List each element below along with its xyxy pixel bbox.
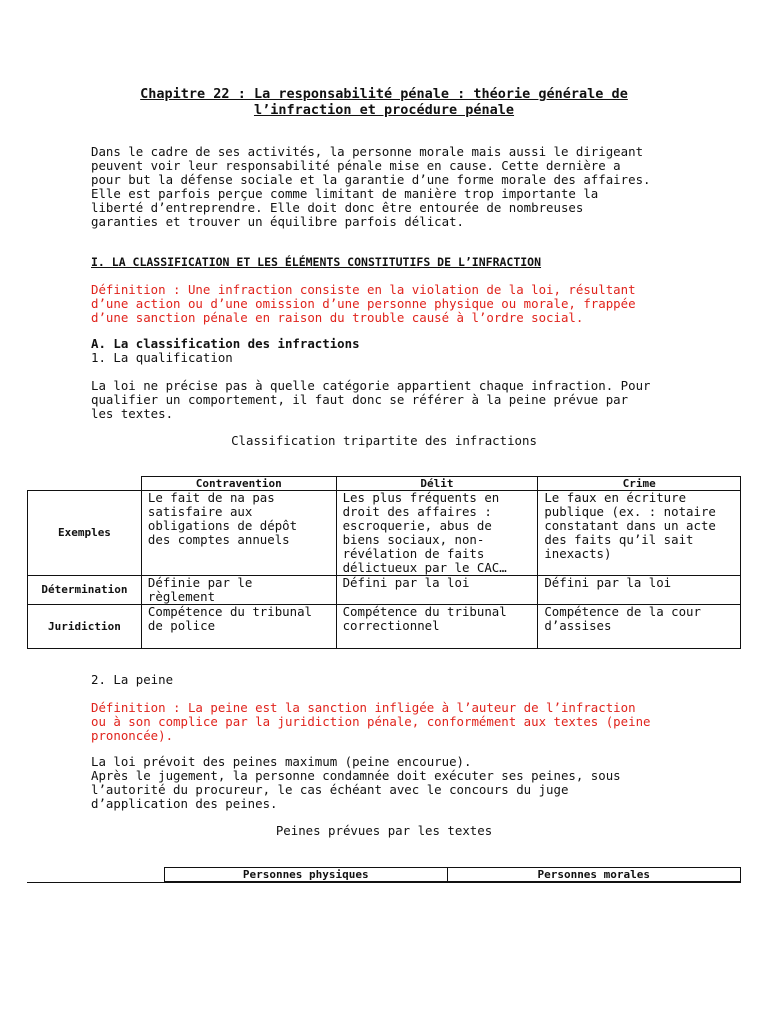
definition-peine <box>91 701 681 743</box>
cell-line: publique (ex. : notaire <box>544 504 716 519</box>
cell-line: révélation de faits <box>342 546 485 561</box>
table1-header-row <box>28 477 741 491</box>
peines-table <box>164 867 741 882</box>
peine-line: l’autorité du procureur, le cas échéant avec le concours du juge <box>91 782 569 797</box>
cell-line: des faits qu’il sait <box>544 532 694 547</box>
table1-row-juridiction <box>28 605 741 649</box>
table2-col-header: Personnes physiques <box>165 868 448 882</box>
chapter-title <box>60 86 708 118</box>
definition-line: prononcée). <box>91 728 174 743</box>
subsection-a-item-1: 1. La qualification <box>91 350 233 365</box>
peine-line: d’application des peines. <box>91 796 278 811</box>
cell-line: d’assises <box>544 618 612 633</box>
subsection-a-heading: A. La classification des infractions <box>91 336 360 351</box>
definition-line: ou à son complice par la juridiction pénale, conformément aux textes (peine <box>91 714 651 729</box>
qualification-line: qualifier un comportement, il faut donc se référer à la peine prévue par <box>91 392 629 407</box>
cell-line: biens sociaux, non- <box>342 532 485 547</box>
table1-corner <box>28 477 142 491</box>
table1-row-exemples <box>28 491 741 576</box>
cell-line: droit des affaires : <box>342 504 492 519</box>
cell-line: règlement <box>147 589 216 604</box>
intro-line: garanties et trouver un équilibre parfois délicat. <box>91 214 464 229</box>
section-heading-1: I. LA CLASSIFICATION ET LES ÉLÉMENTS CONSTITUTIFS DE L’INFRACTION <box>91 255 542 269</box>
table1-cell <box>141 576 336 605</box>
cell-line: constatant dans un acte <box>544 518 716 533</box>
definition-line: d’une sanction pénale en raison du trouble causé à l’ordre social. <box>91 310 584 325</box>
cell-line: délictueux par le CAC… <box>342 560 507 575</box>
cell-line: correctionnel <box>342 618 440 633</box>
table1-cell <box>538 605 741 649</box>
table2-col-header: Personnes morales <box>447 868 741 882</box>
table2-bottom-rule <box>27 882 741 883</box>
definition-line: Définition : Une infraction consiste en la violation de la loi, résultant <box>91 282 636 297</box>
cell-line: obligations de dépôt <box>147 518 298 533</box>
table1-cell <box>336 576 538 605</box>
qualification-paragraph <box>91 379 681 421</box>
table1-row-determination <box>28 576 741 605</box>
cell-line: Définie par le <box>147 575 253 590</box>
table1-cell <box>141 491 336 576</box>
table1-row-header: Détermination <box>28 576 142 605</box>
peine-line: Après le jugement, la personne condamnée doit exécuter ses peines, sous <box>91 768 621 783</box>
cell-line: escroquerie, abus de <box>342 518 492 533</box>
cell-line: Compétence du tribunal <box>342 604 507 619</box>
intro-paragraph <box>91 145 681 229</box>
cell-line: des comptes annuels <box>147 532 290 547</box>
cell-line: Compétence du tribunal <box>147 604 313 619</box>
intro-line: peuvent voir leur responsabilité pénale mise en cause. Cette dernière a <box>91 158 621 173</box>
table1-row-header: Juridiction <box>28 605 142 649</box>
subsection-a <box>91 337 681 365</box>
cell-line: satisfaire aux <box>147 504 253 519</box>
cell-line: de police <box>147 618 216 633</box>
cell-line: Défini par la loi <box>342 575 470 590</box>
table1-col-header: Contravention <box>141 477 336 491</box>
table1-col-header: Délit <box>336 477 538 491</box>
table1-caption: Classification tripartite des infractions <box>231 433 537 448</box>
subsection-a-item-2: 2. La peine <box>91 672 174 687</box>
table1-cell <box>538 576 741 605</box>
qualification-line: les textes. <box>91 406 174 421</box>
table1-row-header: Exemples <box>28 491 142 576</box>
chapter-title-line-2: l’infraction et procédure pénale <box>253 102 515 118</box>
table1-cell <box>336 605 538 649</box>
chapter-title-line-1: Chapitre 22 : La responsabilité pénale : théorie générale de <box>140 86 628 102</box>
definition-infraction <box>91 283 681 325</box>
intro-line: Dans le cadre de ses activités, la personne morale mais aussi le dirigeant <box>91 144 644 159</box>
intro-line: liberté d’entreprendre. Elle doit donc être entourée de nombreuses <box>91 200 584 215</box>
cell-line: Compétence de la cour <box>544 604 701 619</box>
cell-line: Les plus fréquents en <box>342 490 500 505</box>
table1-cell <box>141 605 336 649</box>
table2-caption: Peines prévues par les textes <box>275 823 493 838</box>
peine-paragraph <box>91 755 681 811</box>
definition-line: d’une action ou d’une omission d’une personne physique ou morale, frappée <box>91 296 636 311</box>
peine-line: La loi prévoit des peines maximum (peine encourue). <box>91 754 472 769</box>
definition-line: Définition : La peine est la sanction infligée à l’auteur de l’infraction <box>91 700 636 715</box>
intro-line: Elle est parfois perçue comme limitant de manière trop importante la <box>91 186 599 201</box>
intro-line: pour but la défense sociale et la garantie d’une forme morale des affaires. <box>91 172 651 187</box>
table2-header-row <box>165 868 741 882</box>
cell-line: inexacts) <box>544 546 612 561</box>
table1-col-header: Crime <box>538 477 741 491</box>
table1-cell <box>336 491 538 576</box>
cell-line: Le faux en écriture <box>544 490 687 505</box>
classification-table <box>27 476 741 649</box>
qualification-line: La loi ne précise pas à quelle catégorie appartient chaque infraction. Pour <box>91 378 651 393</box>
cell-line: Le fait de na pas <box>147 490 275 505</box>
cell-line: Défini par la loi <box>544 575 672 590</box>
table1-cell <box>538 491 741 576</box>
